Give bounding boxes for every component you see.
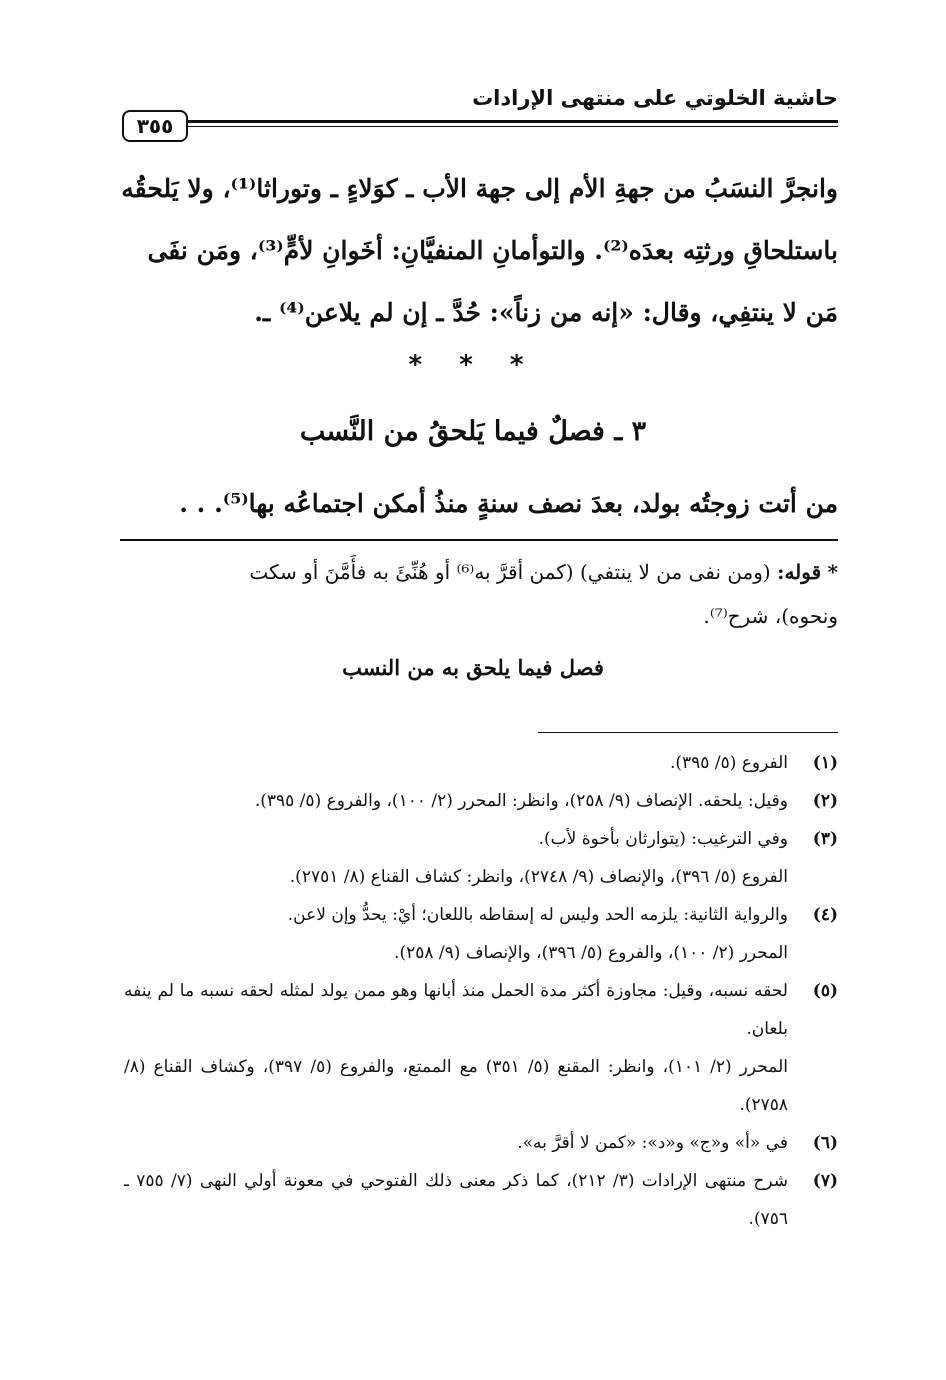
footnote-rule xyxy=(538,732,838,733)
footnote xyxy=(124,1162,838,1238)
footnote-text: لحقه نسبه، وقيل: مجاوزة أكثر مدة الحمل منذ أبانها وهو ممن يولد لمثله لحقه نسبه ما لم ينفه بلعان. xyxy=(124,981,788,1039)
footnote xyxy=(124,972,838,1124)
footnote-text: الفروع (٥/ ٣٩٦)، والإنصاف (٩/ ٢٧٤٨)، وانظر: كشاف القناع (٨/ ٢٧٥١). xyxy=(289,867,788,887)
section-heading: ٣ ـ فصلٌ فيما يَلحقُ من النَّسب xyxy=(299,416,647,447)
footnote-text: المحرر (٢/ ١٠٠)، والفروع (٥/ ٣٩٦)، والإنصاف (٩/ ٢٥٨). xyxy=(394,943,788,963)
commentary-line: ونحوه)، شرح⁽⁷⁾. xyxy=(703,604,838,628)
footnote-number: (١) xyxy=(812,753,838,773)
commentary-sub-heading: فصل فيما يلحق به من النسب xyxy=(342,655,604,680)
page-number: ٣٥٥ xyxy=(122,110,188,142)
running-title: حاشية الخلوتي على منتهى الإرادات xyxy=(472,86,838,110)
footnote-text: وقيل: يلحقه. الإنصاف (٩/ ٢٥٨)، وانظر: المحرر (٢/ ١٠٠)، والفروع (٥/ ٣٩٥). xyxy=(254,791,788,811)
commentary-label: قوله: xyxy=(777,560,822,584)
footnote xyxy=(124,820,838,896)
main-text-line: مَن لا ينتفِي، وقال: «إنه من زناً»: حُدَّ ـ إن لم يلاعن⁽⁴⁾ ـ. xyxy=(254,298,838,327)
footnote xyxy=(124,744,838,782)
footnote-number: (٦) xyxy=(812,1133,838,1153)
footnote-number: (٢) xyxy=(812,791,838,811)
footnote-text: المحرر (٢/ ١٠١)، وانظر: المقنع (٥/ ٣٥١) مع الممتع، والفروع (٥/ ٣٩٧)، وكشاف القناع (٨/ ٢٧٥٨). xyxy=(124,1057,788,1115)
commentary xyxy=(124,550,838,638)
footnote-number: (٥) xyxy=(812,981,838,1001)
section-text: من أتت زوجتُه بولد، بعدَ نصف سنةٍ منذُ أمكن اجتماعُه بها⁽⁵⁾. . . xyxy=(179,489,838,518)
section-separator: * * * xyxy=(408,350,538,380)
commentary-line xyxy=(124,550,838,594)
header-rule xyxy=(188,120,838,123)
footnote-number: (٤) xyxy=(812,905,838,925)
footnote xyxy=(124,782,838,820)
main-text-line: وانجرَّ النسَبُ من جهةِ الأم إلى جهة الأب ـ كوَلاءٍ ـ وتوراثا⁽¹⁾، ولا يَلحقُه xyxy=(121,174,838,203)
commentary-divider xyxy=(120,539,838,541)
main-text xyxy=(120,158,838,344)
footnote xyxy=(124,1124,838,1162)
footnote-text: في «أ» و«ج» و«د»: «كمن لا أقرَّ به». xyxy=(517,1133,788,1153)
footnote xyxy=(124,896,838,972)
header-rule-thin xyxy=(188,126,838,127)
footnote-number: (٧) xyxy=(812,1171,838,1191)
footnotes xyxy=(124,744,838,1238)
footnote-number: (٣) xyxy=(812,829,838,849)
footnote-text: وفي الترغيب: (يتوارثان بأخوة لأب). xyxy=(538,829,788,849)
star-marker: * xyxy=(827,560,838,584)
footnote-text: الفروع (٥/ ٣٩٥). xyxy=(669,753,788,773)
commentary-text: (ومن نفى من لا ينتفي) (كمن أقرَّ به⁽⁶⁾ أو هُنِّئَ به فأَمَّنَ أو سكت xyxy=(249,560,771,584)
page-header xyxy=(122,84,838,140)
footnote-text: والرواية الثانية: يلزمه الحد وليس له إسقاطه باللعان؛ أيْ: يحدُّ وإن لاعن. xyxy=(287,905,788,925)
footnote-text: شرح منتهى الإرادات (٣/ ٢١٢)، كما ذكر معنى ذلك الفتوحي في معونة أولي النهى (٧/ ٧٥٥ ـ ٧٥٦). xyxy=(124,1171,788,1229)
main-text-line: باستلحاقِ ورثتِه بعدَه⁽²⁾. والتوأمانِ المنفيَّانِ: أخَوانِ لأمٍّ⁽³⁾، ومَن نفَى xyxy=(147,236,838,265)
